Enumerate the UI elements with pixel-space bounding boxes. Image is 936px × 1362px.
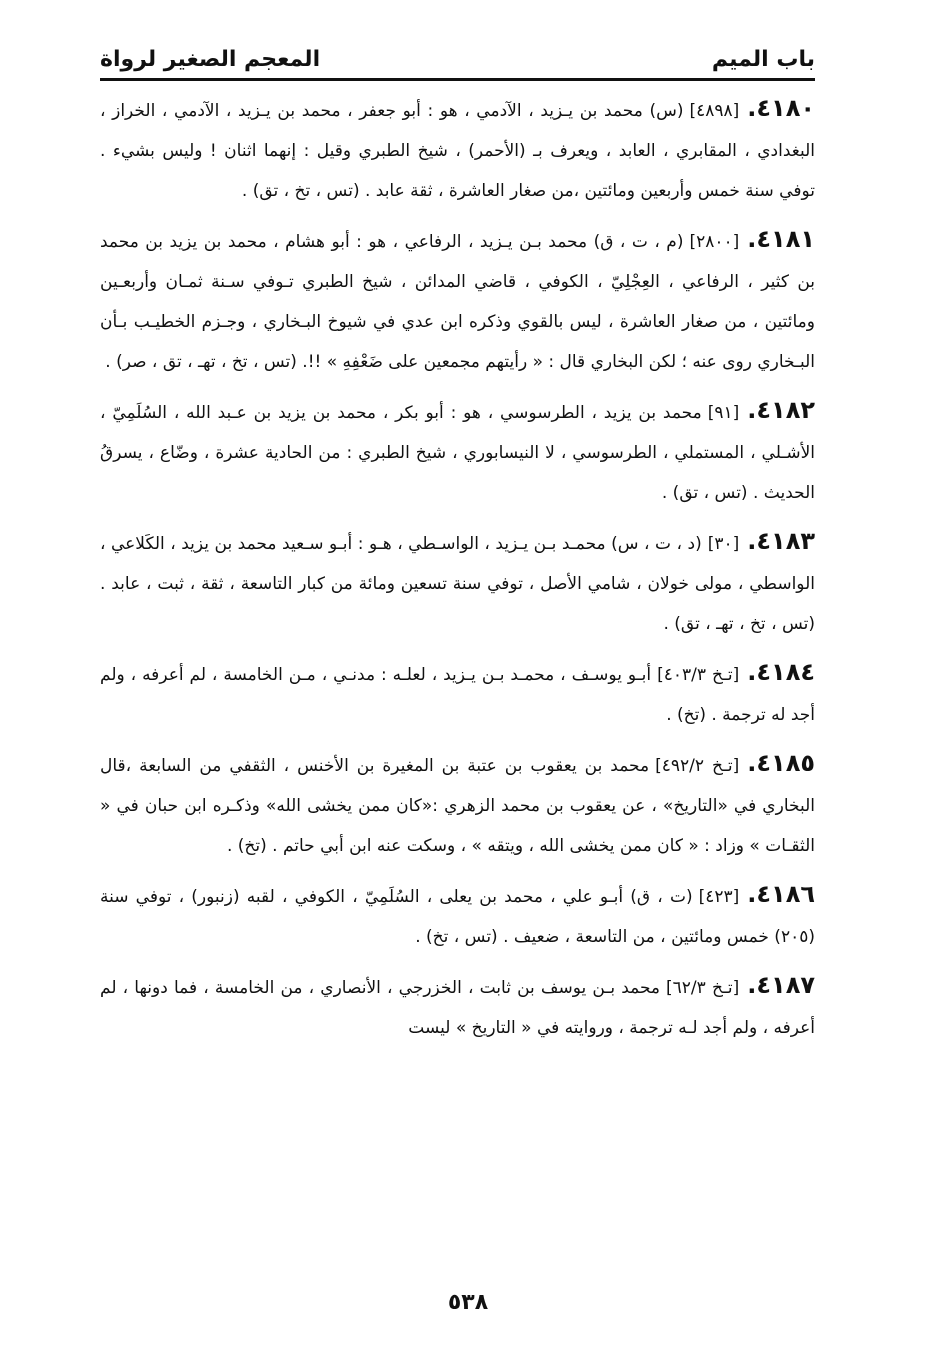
entry-text: أبـو يوسـف ، محمـد بـن يـزيد ، لعلـه : مدنـي ، مـن الخامسة ، لم أعرفه ، ولم أجد له ترجمة . (تخ) . bbox=[100, 665, 815, 725]
entry-number: ٤١٨١. bbox=[747, 225, 815, 253]
entry-4181 bbox=[100, 219, 815, 382]
entry-text: (س) محمد بن يـزيد ، الآدمي ، هو : أبو جعفر ، محمد بن يـزيد ، الآدمي ، الخراز ، البغدادي ، المقابري ، العابد ، ويعرف بـ (الأحمر) ، شيخ الطبري وقيل : إنهما اثنان ! وليس بشيء . توفي سنة خمس وأربعين ومائتين ،من صغار العاشرة ، ثقة عابد . (تس ، تخ ، تق) . bbox=[100, 101, 815, 201]
entry-reference: [٤٨٩٨] bbox=[689, 101, 740, 121]
entry-4182 bbox=[100, 390, 815, 513]
entry-4183 bbox=[100, 521, 815, 644]
entry-text: محمد بن يزيد ، الطرسوسي ، هو : أبو بكر ، محمد بن يزيد بن عـبد الله ، السُلَمِيّ ، الأشـلي ، المستملي ، الطرسوسي ، لا النيسابوري ، شيخ الطبري : من الحادية عشرة ، وضّاع ، يسرقُ الحديث . (تس ، تق) . bbox=[100, 403, 815, 503]
entry-reference: [تـخ ٤٠٣/٣] bbox=[657, 665, 740, 685]
entry-4186 bbox=[100, 874, 815, 957]
entry-reference: [تـخ ٤٩٢/٢] bbox=[655, 756, 740, 776]
main-content bbox=[100, 88, 815, 1056]
entry-text: (ت ، ق) أبـو علي ، محمد بن يعلى ، السُلَمِيّ ، الكوفي ، لقبه (زنبور) ، توفي سنة (٢٠٥) خمس ومائتين ، من التاسعة ، ضعيف . (تس ، تخ) . bbox=[100, 887, 815, 947]
entry-reference: [٣٠] bbox=[707, 534, 740, 554]
entry-reference: [٤٢٣] bbox=[698, 887, 740, 907]
entry-number: ٤١٨٥. bbox=[747, 749, 815, 777]
entry-reference: [٩١] bbox=[707, 403, 740, 423]
entry-number: ٤١٨٦. bbox=[747, 880, 815, 908]
chapter-title: باب الميم bbox=[711, 47, 815, 72]
entry-4180 bbox=[100, 88, 815, 211]
entry-number: ٤١٨٢. bbox=[747, 396, 815, 424]
entry-reference: [٢٨٠٠] bbox=[689, 232, 740, 252]
entry-text: (م ، ت ، ق) محمد بـن يـزيد ، الرفاعي ، هو : أبو هشام ، محمد بن يزيد بن محمد بن كثير ، الرفاعي ، العِجْلِيّ ، الكوفي ، قاضي المدائن ، شيخ الطبري تـوفي سـنة ثمـان وأربعـين ومائتين ، من صغار العاشرة ، ليس بالقوي وذكره ابن عدي في شيوخ البـخاري ، وجـزم الخطيـب بـأن البـخاري روى عنه ؛ لكن البخاري قال : « رأيتهم مجمعين على ضَعْفِهِ » !!. (تس ، تخ ، تهـ ، تق ، صر) . bbox=[100, 232, 815, 372]
entry-number: ٤١٨٣. bbox=[747, 527, 815, 555]
entry-number: ٤١٨٠. bbox=[747, 94, 815, 122]
entry-text: (د ، ت ، س) محمـد بـن يـزيد ، الواسـطي ، هـو : أبـو سـعيد محمد بن يزيد ، الكَلاعي ، الواسطي ، مولى خولان ، شامي الأصل ، توفي سنة تسعين ومائة من كبار التاسعة ، ثقة ، ثبت ، عابد . (تس ، تخ ، تهـ ، تق) . bbox=[100, 534, 815, 634]
entry-reference: [تـخ ٦٢/٣] bbox=[666, 978, 740, 998]
entry-text: محمد بن يعقوب بن عتبة بن المغيرة بن الأخنس ، الثقفي من السابعة ،قال البخاري في «التاريخ» ، عن يعقوب بن محمد الزهري :«كان ممن يخشى الله» وذكـره ابن حبان في « الثقـات » وزاد : « كان ممن يخشى الله ، ويتقه » ، وسكت عنه ابن أبي حاتم . (تخ) . bbox=[100, 756, 815, 856]
entry-text: محمد بـن يوسف بن ثابت ، الخزرجي ، الأنصاري ، من الخامسة ، فما دونها ، لم أعرفه ، ولم أجد لـه ترجمة ، وروايته في « التاريخ » ليست bbox=[100, 978, 815, 1038]
entry-4184 bbox=[100, 652, 815, 735]
entry-number: ٤١٨٧. bbox=[747, 971, 815, 999]
page-number: ٥٣٨ bbox=[447, 1290, 489, 1315]
entry-4187 bbox=[100, 965, 815, 1048]
book-title: المعجم الصغير لرواة bbox=[100, 47, 321, 72]
page-header bbox=[100, 28, 815, 81]
entry-number: ٤١٨٤. bbox=[747, 658, 815, 686]
entry-4185 bbox=[100, 743, 815, 866]
